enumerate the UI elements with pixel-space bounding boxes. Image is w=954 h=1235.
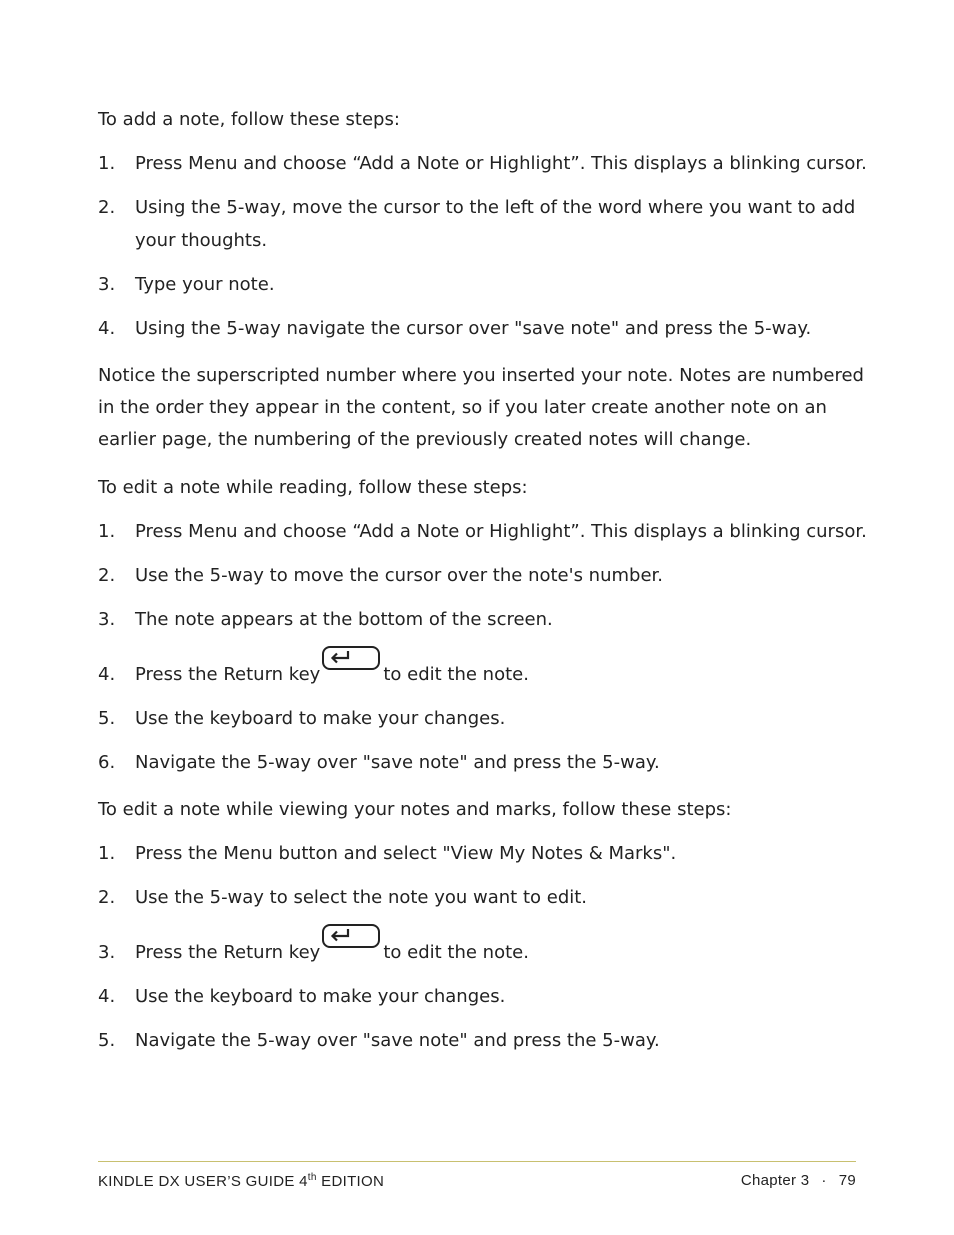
list-item (98, 603, 868, 636)
list-item (98, 559, 868, 592)
list-item (98, 881, 868, 914)
edit-viewing-steps (98, 837, 868, 1057)
return-key-icon (322, 646, 380, 670)
section-intro-edit-reading: To edit a note while reading, follow these steps: (98, 477, 528, 498)
list-item (98, 702, 868, 735)
step-number: 4. (98, 318, 116, 339)
footer-separator: · (821, 1172, 827, 1189)
step-text-after: to edit the note. (383, 664, 529, 685)
step-text: Using the 5-way navigate the cursor over "save note" and press the 5-way. (135, 318, 812, 339)
step-text: Use the 5-way to select the note you want to edit. (135, 887, 588, 908)
step-number: 4. (98, 986, 116, 1007)
step-number: 3. (98, 609, 116, 630)
page-footer (98, 1161, 856, 1190)
step-text: Navigate the 5-way over "save note" and press the 5-way. (135, 1030, 660, 1051)
return-key-icon (322, 924, 380, 948)
list-item (98, 515, 868, 548)
step-text: Use the keyboard to make your changes. (135, 708, 506, 729)
step-number: 4. (98, 664, 116, 685)
step-number: 5. (98, 1030, 116, 1051)
section-intro-edit-viewing: To edit a note while viewing your notes and marks, follow these steps: (98, 799, 732, 820)
step-text: Type your note. (135, 274, 275, 295)
step-text: Press Menu and choose “Add a Note or Highlight”. This displays a blinking cursor. (135, 521, 867, 542)
step-text-after: to edit the note. (383, 942, 529, 963)
list-item (98, 746, 868, 779)
step-number: 3. (98, 274, 116, 295)
step-text-before: Press the Return key (135, 942, 321, 963)
list-item (98, 837, 868, 870)
guide-sup: th (307, 1172, 317, 1183)
list-item (98, 658, 868, 691)
step-number: 2. (98, 887, 116, 908)
list-item (98, 147, 868, 180)
list-item (98, 191, 868, 257)
guide-title: KINDLE DX USER’S GUIDE 4 (98, 1173, 308, 1190)
step-text: Press Menu and choose “Add a Note or Highlight”. This displays a blinking cursor. (135, 153, 867, 174)
step-text: Use the keyboard to make your changes. (135, 986, 506, 1007)
guide-edition: EDITION (316, 1173, 385, 1190)
footer-guide-title (98, 1172, 384, 1190)
step-text: Navigate the 5-way over "save note" and press the 5-way. (135, 752, 660, 773)
edit-reading-steps (98, 515, 868, 779)
section-intro-add-note: To add a note, follow these steps: (98, 109, 400, 130)
step-text: The note appears at the bottom of the screen. (135, 609, 553, 630)
list-item (98, 268, 868, 301)
step-number: 1. (98, 843, 116, 864)
list-item (98, 936, 868, 969)
step-text-before: Press the Return key (135, 664, 321, 685)
step-number: 1. (98, 521, 116, 542)
step-text: Use the 5-way to move the cursor over the note's number. (135, 565, 663, 586)
list-item (98, 980, 868, 1013)
page-number: 79 (838, 1172, 856, 1189)
step-text: Press the Menu button and select "View My Notes & Marks". (135, 843, 677, 864)
chapter-label: Chapter 3 (740, 1172, 810, 1189)
footer-page-info (741, 1172, 856, 1189)
step-number: 2. (98, 197, 116, 218)
step-number: 1. (98, 153, 116, 174)
step-number: 3. (98, 942, 116, 963)
notice-paragraph: Notice the superscripted number where you inserted your note. Notes are numbered in the order they appear in the content, so if you later create another note on an earlier page, the numbering of the previously created notes will change. (98, 365, 864, 450)
step-text: Using the 5-way, move the cursor to the left of the word where you want to add your thoughts. (135, 197, 856, 251)
list-item (98, 312, 868, 345)
page-content (98, 104, 868, 1057)
add-note-steps (98, 147, 868, 345)
step-number: 6. (98, 752, 116, 773)
list-item (98, 1024, 868, 1057)
step-number: 2. (98, 565, 116, 586)
step-number: 5. (98, 708, 116, 729)
